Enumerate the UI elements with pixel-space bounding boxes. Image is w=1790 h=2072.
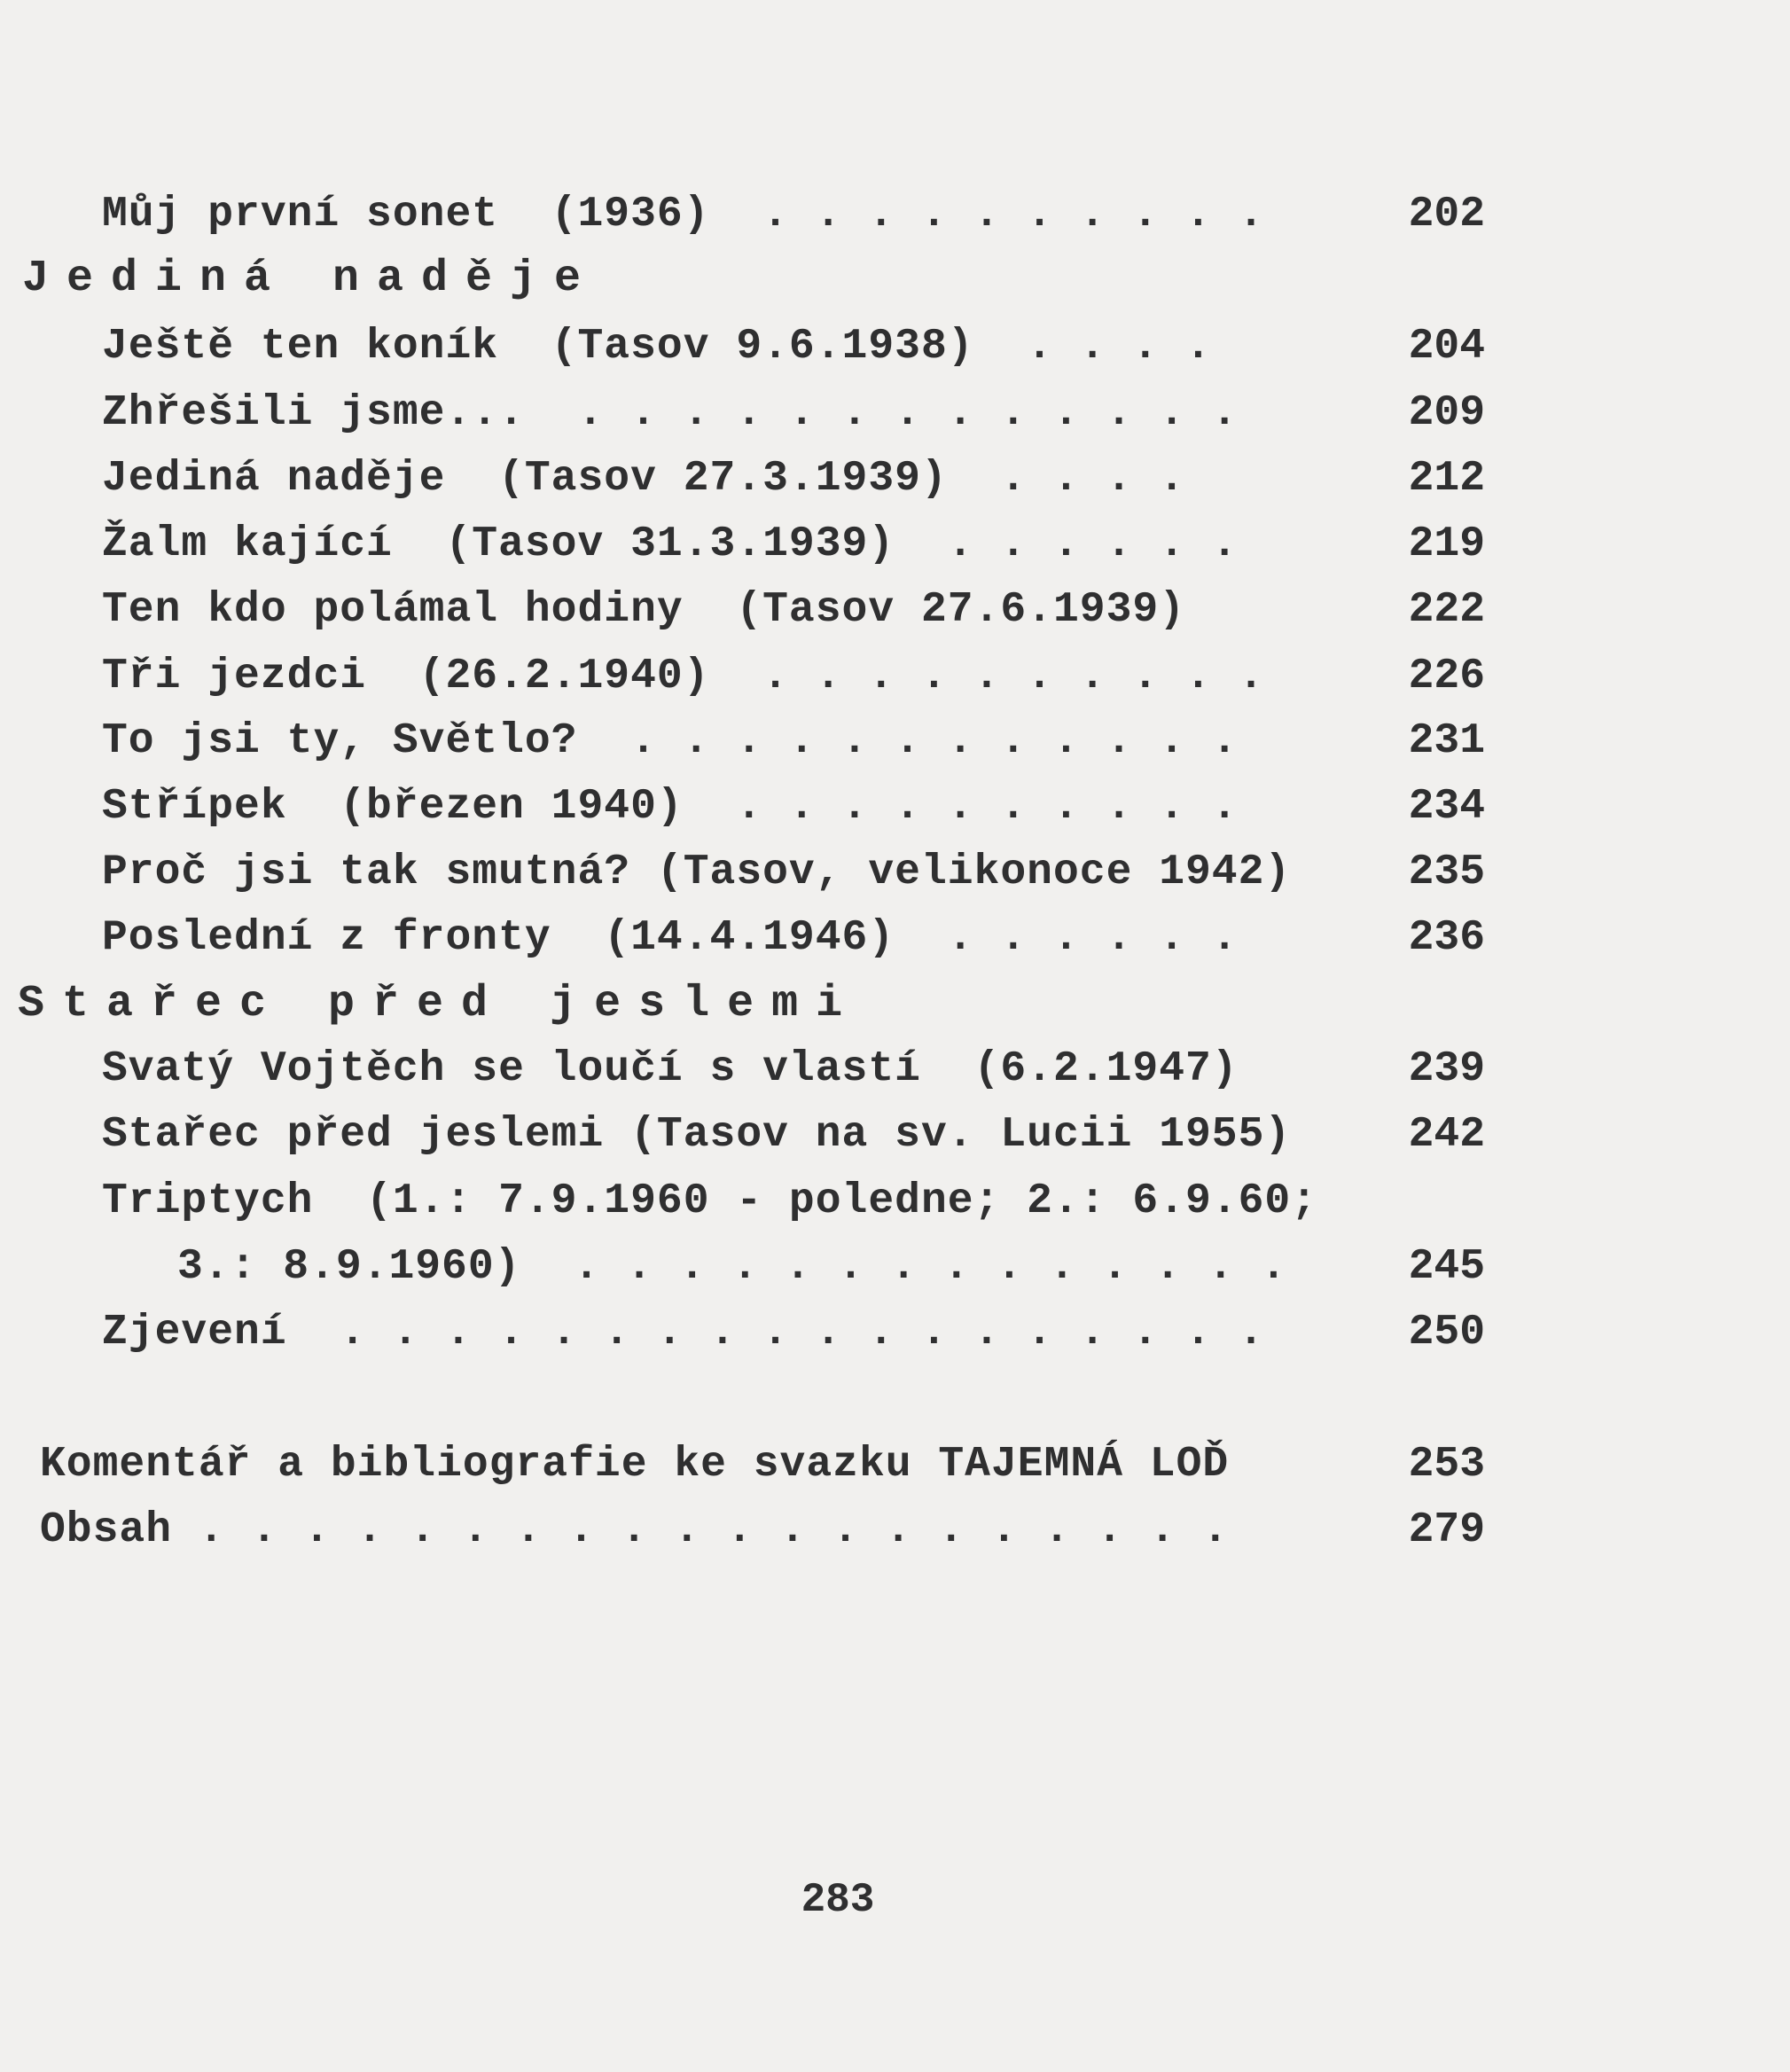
toc-entry-page: 242 [1408, 1111, 1485, 1159]
toc-entry-title: Poslední z fronty (14.4.1946) . . . . . . [102, 914, 1239, 962]
toc-entry-title: Triptych (1.: 7.9.1960 - poledne; 2.: 6.9.60; [102, 1177, 1318, 1225]
toc-entry-page: 219 [1408, 520, 1485, 568]
toc-back-matter-page: 279 [1408, 1506, 1485, 1554]
section-heading: Stařec před jeslemi [18, 979, 861, 1029]
toc-back-matter-title: Obsah . . . . . . . . . . . . . . . . . . . . [40, 1506, 1230, 1554]
toc-entry-page: 245 [1408, 1243, 1485, 1291]
toc-entry-page: 226 [1408, 653, 1485, 700]
toc-back-matter-title: Komentář a bibliografie ke svazku TAJEMNÁ LOĎ [40, 1441, 1230, 1489]
toc-entry-title: Zhřešili jsme... . . . . . . . . . . . . . [102, 389, 1239, 437]
page-number: 283 [801, 1877, 875, 1923]
toc-entry-page: 236 [1408, 914, 1485, 962]
toc-entry-title: Zjevení . . . . . . . . . . . . . . . . . . [102, 1309, 1265, 1357]
toc-entry-page: 222 [1408, 586, 1485, 634]
toc-back-matter-page: 253 [1408, 1441, 1485, 1489]
toc-entry-page: 202 [1408, 191, 1485, 238]
toc-entry-page: 212 [1408, 455, 1485, 503]
toc-entry-title: Ten kdo polámal hodiny (Tasov 27.6.1939) [102, 586, 1185, 634]
toc-entry-page: 239 [1408, 1045, 1485, 1093]
toc-entry-title: Žalm kající (Tasov 31.3.1939) . . . . . . [102, 520, 1239, 568]
toc-entry-title: Svatý Vojtěch se loučí s vlastí (6.2.1947) [102, 1045, 1239, 1093]
toc-entry-title: Tři jezdci (26.2.1940) . . . . . . . . . . [102, 653, 1265, 700]
toc-entry-title: Můj první sonet (1936) . . . . . . . . . . [102, 191, 1265, 238]
toc-entry-page: 209 [1408, 389, 1485, 437]
toc-entry-page: 231 [1408, 717, 1485, 765]
toc-entry-page: 250 [1408, 1309, 1485, 1357]
toc-entry-page: 234 [1408, 783, 1485, 831]
toc-entry-page: 204 [1408, 323, 1485, 371]
toc-entry-title: 3.: 8.9.1960) . . . . . . . . . . . . . . [177, 1243, 1287, 1291]
toc-entry-title: Ještě ten koník (Tasov 9.6.1938) . . . . [102, 323, 1212, 371]
toc-entry-page: 235 [1408, 848, 1485, 896]
toc-entry-title: Proč jsi tak smutná? (Tasov, velikonoce 1942) [102, 848, 1292, 896]
section-heading: Jediná naděje [22, 254, 599, 304]
toc-entry-title: To jsi ty, Světlo? . . . . . . . . . . . . [102, 717, 1239, 765]
toc-entry-title: Stařec před jeslemi (Tasov na sv. Lucii 1955) [102, 1111, 1292, 1159]
toc-entry-title: Střípek (březen 1940) . . . . . . . . . . [102, 783, 1239, 831]
toc-entry-title: Jediná naděje (Tasov 27.3.1939) . . . . [102, 455, 1185, 503]
